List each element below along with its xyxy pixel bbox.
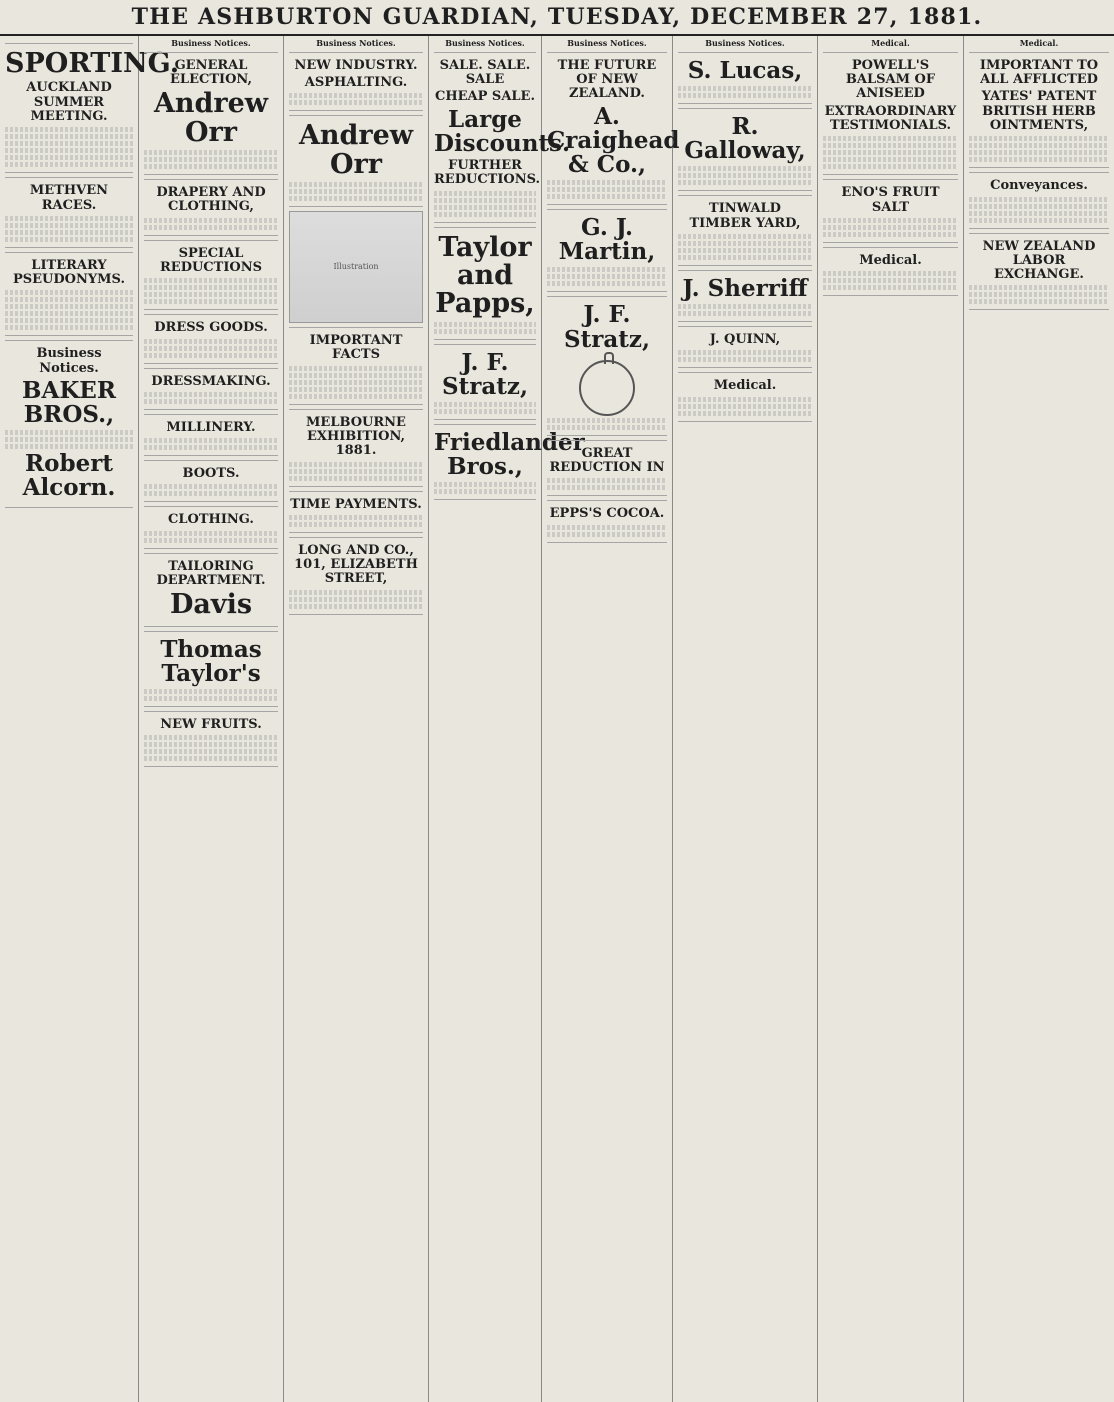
- column-6-heading: Business Notices.: [705, 38, 785, 48]
- yates-ointment-title: YATES' PATENT BRITISH HERB OINTMENTS,: [981, 89, 1097, 133]
- j-sherriff-title: J. Sherriff: [682, 274, 808, 302]
- gj-martin-section: [547, 209, 667, 292]
- dressmaking-section: [144, 368, 278, 410]
- long-and-co-title: LONG AND CO., 101, ELIZABETH STREET,: [294, 542, 418, 587]
- andrew-orr-section-2: [289, 115, 423, 207]
- timber-yard-section: [678, 195, 812, 266]
- column-8-heading: Medical.: [1019, 38, 1059, 48]
- important-afflicted-section: [969, 52, 1109, 168]
- column-1: [0, 36, 180, 1402]
- medical-title-2: Medical.: [859, 252, 922, 268]
- general-election-title: GENERAL ELECTION,: [170, 57, 252, 88]
- craighead-title: A. Craighead & Co.,: [547, 102, 680, 178]
- boot-illustration: Illustration: [289, 211, 423, 323]
- sale-section: [434, 52, 571, 223]
- great-reduction-section: [547, 440, 667, 497]
- andrew-orr-title-2: Andrew Orr: [298, 120, 414, 180]
- millinery-title: MILLINERY.: [166, 419, 256, 435]
- dress-goods-section: [144, 314, 278, 363]
- column-2-heading: Business Notices.: [171, 38, 251, 48]
- medical-section-1: [678, 372, 812, 421]
- large-discounts-title: Large Discounts.: [434, 105, 571, 157]
- further-reductions-title: FURTHER REDUCTIONS.: [434, 157, 541, 188]
- column-3: [284, 36, 429, 1402]
- testimonials-title: EXTRAORDINARY TESTIMONIALS.: [824, 103, 957, 133]
- jf-stratz-title-1: J. F. Stratz,: [442, 348, 528, 400]
- column-6: [673, 36, 818, 1402]
- jf-stratz-title-2: J. F. Stratz,: [564, 301, 650, 353]
- column-5-heading: Business Notices.: [567, 38, 647, 48]
- long-and-co-section: [289, 537, 423, 615]
- taylor-papps-section: [434, 227, 536, 340]
- eno-section: [823, 179, 958, 243]
- taylor-papps-title: Taylor and Papps,: [435, 231, 535, 320]
- r-galloway-section: [678, 108, 812, 191]
- eno-title: ENO'S FRUIT SALT: [841, 185, 940, 215]
- boots-title: BOOTS.: [182, 466, 240, 482]
- medical-title-1: Medical.: [713, 378, 777, 394]
- drapery-title: DRAPERY AND CLOTHING,: [156, 185, 266, 215]
- time-payments-title: TIME PAYMENTS.: [290, 496, 422, 512]
- important-facts-title: IMPORTANT FACTS: [309, 333, 403, 363]
- s-lucas-title: S. Lucas,: [687, 56, 803, 84]
- column-4: [429, 36, 585, 1402]
- tailoring-section: [144, 553, 278, 627]
- gj-martin-title: G. J. Martin,: [558, 214, 656, 266]
- thomas-taylor-section: [144, 631, 278, 707]
- j-quinn-title: J. QUINN,: [709, 331, 781, 347]
- newspaper-masthead: [0, 0, 1114, 36]
- important-facts-section: [289, 327, 423, 405]
- tailoring-title: TAILORING DEPARTMENT.: [156, 558, 266, 589]
- labor-exchange-section: [969, 233, 1109, 311]
- timber-yard-title: TINWALD TIMBER YARD,: [689, 201, 801, 231]
- thomas-taylor-title: Thomas Taylor's: [160, 635, 262, 687]
- watch-icon: [579, 360, 635, 416]
- davis-title: Davis: [169, 589, 253, 621]
- new-industry-section: [289, 52, 423, 112]
- clothing-title: CLOTHING.: [168, 512, 254, 528]
- future-nz-title: THE FUTURE OF NEW ZEALAND.: [557, 57, 657, 102]
- powells-title: POWELL'S BALSAM OF ANISEED: [845, 57, 936, 102]
- friedlander-section: [434, 424, 585, 500]
- melbourne-exhibition-title: MELBOURNE EXHIBITION, 1881.: [306, 414, 406, 459]
- clothing-section: [144, 506, 278, 548]
- conveyances-title: Conveyances.: [990, 178, 1088, 194]
- epps-cocoa-section: [547, 500, 667, 542]
- general-election-section: [144, 52, 278, 175]
- millinery-section: [144, 414, 278, 456]
- new-industry-title: NEW INDUSTRY.: [294, 57, 418, 73]
- robert-alcorn-title: Robert Alcorn.: [22, 450, 116, 502]
- column-7-heading: Medical.: [871, 38, 910, 48]
- drapery-section: [144, 179, 278, 236]
- business-notices-title: Business Notices.: [36, 346, 102, 376]
- masthead-title: THE ASHBURTON GUARDIAN, TUESDAY, DECEMBER 27, 1881.: [131, 4, 983, 30]
- andrew-orr-title-1: Andrew Orr: [153, 88, 269, 148]
- powells-section: [823, 52, 958, 175]
- asphalting-title: ASPHALTING.: [304, 75, 408, 91]
- column-4-heading: Business Notices.: [445, 38, 525, 48]
- future-nz-section: [547, 52, 680, 205]
- j-sherriff-section: [678, 270, 812, 322]
- conveyances-section: [969, 172, 1109, 228]
- methven-races-title: METHVEN RACES.: [29, 183, 109, 213]
- labor-exchange-title: NEW ZEALAND LABOR EXCHANGE.: [982, 238, 1096, 283]
- baker-bros-title: BAKER BROS.,: [22, 377, 116, 429]
- dress-goods-title: DRESS GOODS.: [154, 320, 268, 336]
- column-3-heading: Business Notices.: [316, 38, 396, 48]
- dressmaking-title: DRESSMAKING.: [151, 373, 271, 389]
- literary-pseudonyms-title: LITERARY PSEUDONYMS.: [12, 257, 125, 288]
- literary-pseudonyms-section: [5, 252, 133, 337]
- column-5: [542, 36, 680, 1402]
- s-lucas-section: [678, 52, 812, 104]
- column-7: [818, 36, 964, 1402]
- new-fruits-title: NEW FRUITS.: [160, 716, 262, 732]
- special-reductions-section: [144, 240, 278, 311]
- friedlander-title: Friedlander Bros.,: [434, 428, 585, 481]
- methven-races-section: [5, 177, 133, 248]
- medical-section-2: [823, 247, 958, 296]
- sporting-section: [5, 43, 180, 173]
- special-reductions-title: SPECIAL REDUCTIONS: [159, 245, 263, 275]
- great-reduction-title: GREAT REDUCTION IN: [549, 445, 665, 475]
- jf-stratz-section-1: [434, 344, 536, 420]
- melbourne-exhibition-section: [289, 409, 423, 487]
- columns-container: [0, 36, 1114, 1402]
- j-quinn-section: [678, 326, 812, 368]
- column-8: [964, 36, 1114, 1402]
- epps-cocoa-title: EPPS'S COCOA.: [549, 506, 665, 522]
- sporting-subtitle: AUCKLAND SUMMER MEETING.: [26, 80, 112, 124]
- time-payments-section: [289, 491, 423, 533]
- cheap-sale-title: CHEAP SALE.: [435, 89, 535, 105]
- important-afflicted-title: IMPORTANT TO ALL AFFLICTED: [979, 57, 1099, 88]
- business-notices-section: [5, 340, 133, 507]
- jf-stratz-section-2: [547, 296, 667, 435]
- sporting-title: SPORTING.: [5, 48, 180, 79]
- sale-title: SALE. SALE. SALE: [439, 57, 531, 88]
- r-galloway-title: R. Galloway,: [684, 112, 806, 165]
- column-2: [139, 36, 284, 1402]
- new-fruits-section: [144, 711, 278, 767]
- boots-section: [144, 460, 278, 502]
